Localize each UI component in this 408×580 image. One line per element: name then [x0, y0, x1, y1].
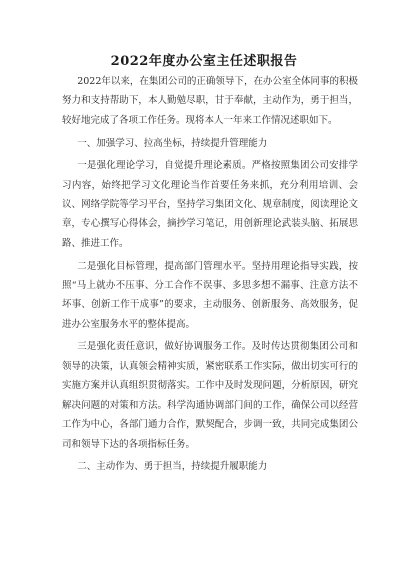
paragraph-management: 二是强化目标管理，提高部门管理水平。坚持用理论指导实践，按照“马上就办不压事、分工合作不误事、多思多想不漏事、注意方法不坏事、创新工作干成事”的要求，主动服务、创新服务、高效服务，促进办公室服务水平的整体提高。	[62, 260, 358, 330]
document-title: 2022年度办公室主任述职报告	[110, 54, 298, 69]
paragraph-study: 一是强化理论学习，自觉提升理论素质。严格按照集团公司安排学习内容，始终把学习文化理论当作首要任务来抓，充分利用培训、会议、网络学院等学习平台，坚持学习集团文化、规章制度，阅读理论文章，专心撰写心得体会，摘抄学习笔记，用创新理论武装头脑、拓展思路、推进工作。	[62, 160, 358, 249]
section-heading-1: 一、加强学习、拉高坐标，持续提升管理能力	[77, 137, 268, 149]
document-body	[62, 72, 358, 480]
paragraph-responsibility: 三是强化责任意识，做好协调服务工作。及时传达贯彻集团公司和领导的决策，认真领会精神实质，紧密联系工作实际，做出切实可行的实施方案并认真组织贯彻落实。工作中及时发现问题，分析原因，研究解决问题的对策和方法。科学沟通协调部门间的工作，确保公司以经营工作为中心，各部门通力合作，默契配合，步调一致，共同完成集团公司和领导下达的各项指标任务。	[62, 341, 358, 450]
section-heading-2: 二、主动作为、勇于担当，持续提升履职能力	[77, 461, 268, 473]
intro-paragraph: 2022年以来，在集团公司的正确领导下，在办公室全体同事的积极努力和支持帮助下，本人勤勉尽职，甘于奉献，主动作为，勇于担当，较好地完成了各项工作任务。现将本人一年来工作情况述职如下。	[62, 76, 358, 126]
